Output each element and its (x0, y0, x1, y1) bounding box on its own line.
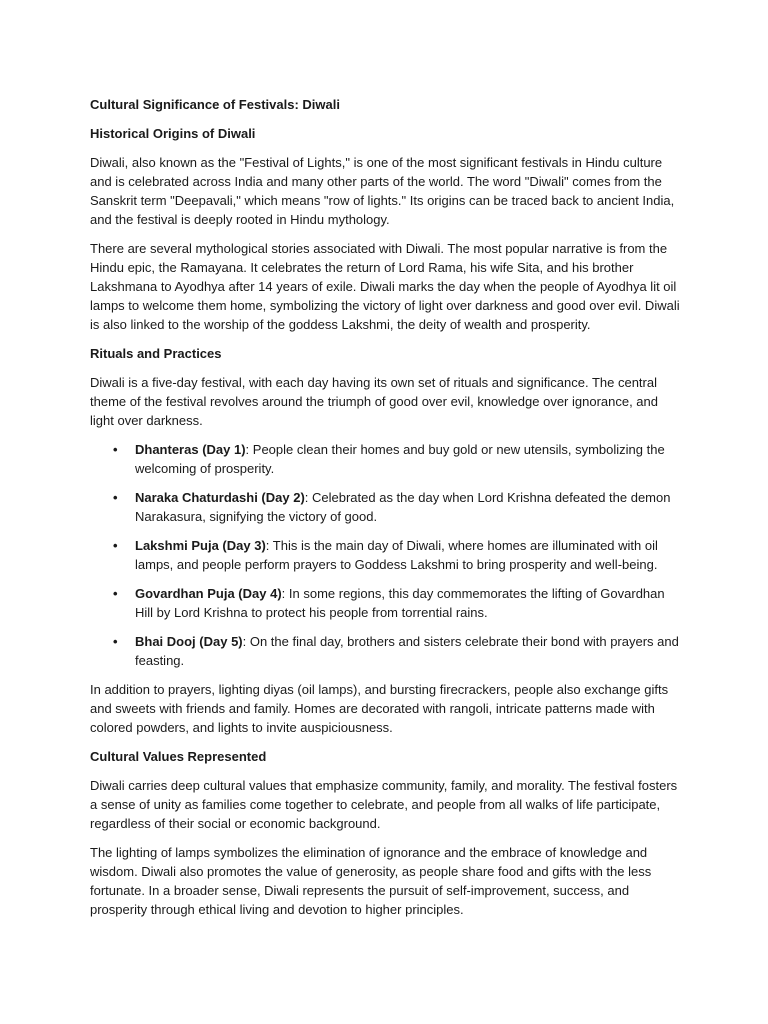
day-description: : On the final day, brothers and sisters celebrate their bond with prayers and feasting. (135, 634, 679, 668)
paragraph-rituals-intro: Diwali is a five-day festival, with each day having its own set of rituals and significance. The central theme of the festival revolves around the triumph of good over evil, knowledge over ignorance, and light over darkness. (90, 375, 659, 428)
bullet-icon: • (113, 586, 118, 601)
heading-historical-origins: Historical Origins of Diwali (90, 126, 256, 141)
day-term: Govardhan Puja (Day 4) (135, 586, 282, 601)
paragraph-origins-1: Diwali, also known as the "Festival of Lights," is one of the most significant festivals in Hindu culture and is celebrated across India and many other parts of the world. The word "Diwali" comes from the Sanskrit term "Deepavali," which means "row of lights." Its origins can be traced back to ancient India, and the festival is deeply rooted in Hindu mythology. (90, 155, 675, 227)
paragraph-values-1: Diwali carries deep cultural values that emphasize community, family, and morality. The festival fosters a sense of unity as families come together to celebrate, and people from all walks of life participate, regardless of their social or economic background. (90, 778, 678, 831)
list-item-day-4 (90, 584, 682, 622)
bullet-icon: • (113, 538, 118, 553)
day-description: : People clean their homes and buy gold or new utensils, symbolizing the welcoming of prosperity. (135, 442, 665, 476)
paragraph-rituals-closing: In addition to prayers, lighting diyas (oil lamps), and bursting firecrackers, people also exchange gifts and sweets with friends and family. Homes are decorated with rangoli, intricate patterns made with colored powders, and lights to invite auspiciousness. (90, 682, 669, 735)
day-term: Naraka Chaturdashi (Day 2) (135, 490, 305, 505)
day-description: : This is the main day of Diwali, where homes are illuminated with oil lamps, and people perform prayers to Goddess Lakshmi to bring prosperity and well-being. (135, 538, 658, 572)
day-description: : In some regions, this day commemorates the lifting of Govardhan Hill by Lord Krishna to protect his people from torrential rains. (135, 586, 665, 620)
paragraph-origins-2: There are several mythological stories associated with Diwali. The most popular narrative is from the Hindu epic, the Ramayana. It celebrates the return of Lord Rama, his wife Sita, and his brother Lakshmana to Ayodhya after 14 years of exile. Diwali marks the day when the people of Ayodhya lit oil lamps to welcome them home, symbolizing the victory of light over darkness and good over evil. Diwali is also linked to the worship of the goddess Lakshmi, the deity of wealth and prosperity. (90, 241, 680, 332)
list-item-day-1 (90, 440, 682, 478)
document-title: Cultural Significance of Festivals: Diwali (90, 97, 340, 112)
bullet-icon: • (113, 490, 118, 505)
list-item-day-5 (90, 632, 682, 670)
festival-days-list (90, 440, 682, 670)
paragraph-values-2: The lighting of lamps symbolizes the elimination of ignorance and the embrace of knowledge and wisdom. Diwali also promotes the value of generosity, as people share food and gifts with the less fortunate. In a broader sense, Diwali represents the pursuit of self-improvement, success, and prosperity through ethical living and devotion to higher principles. (90, 845, 652, 917)
day-term: Lakshmi Puja (Day 3) (135, 538, 266, 553)
day-term: Dhanteras (Day 1) (135, 442, 246, 457)
list-item-day-2 (90, 488, 682, 526)
list-item-day-3 (90, 536, 682, 574)
bullet-icon: • (113, 634, 118, 649)
heading-cultural-values: Cultural Values Represented (90, 749, 267, 764)
heading-rituals-practices: Rituals and Practices (90, 346, 222, 361)
day-description: : Celebrated as the day when Lord Krishna defeated the demon Narakasura, signifying the victory of good. (135, 490, 671, 524)
bullet-icon: • (113, 442, 118, 457)
day-term: Bhai Dooj (Day 5) (135, 634, 243, 649)
